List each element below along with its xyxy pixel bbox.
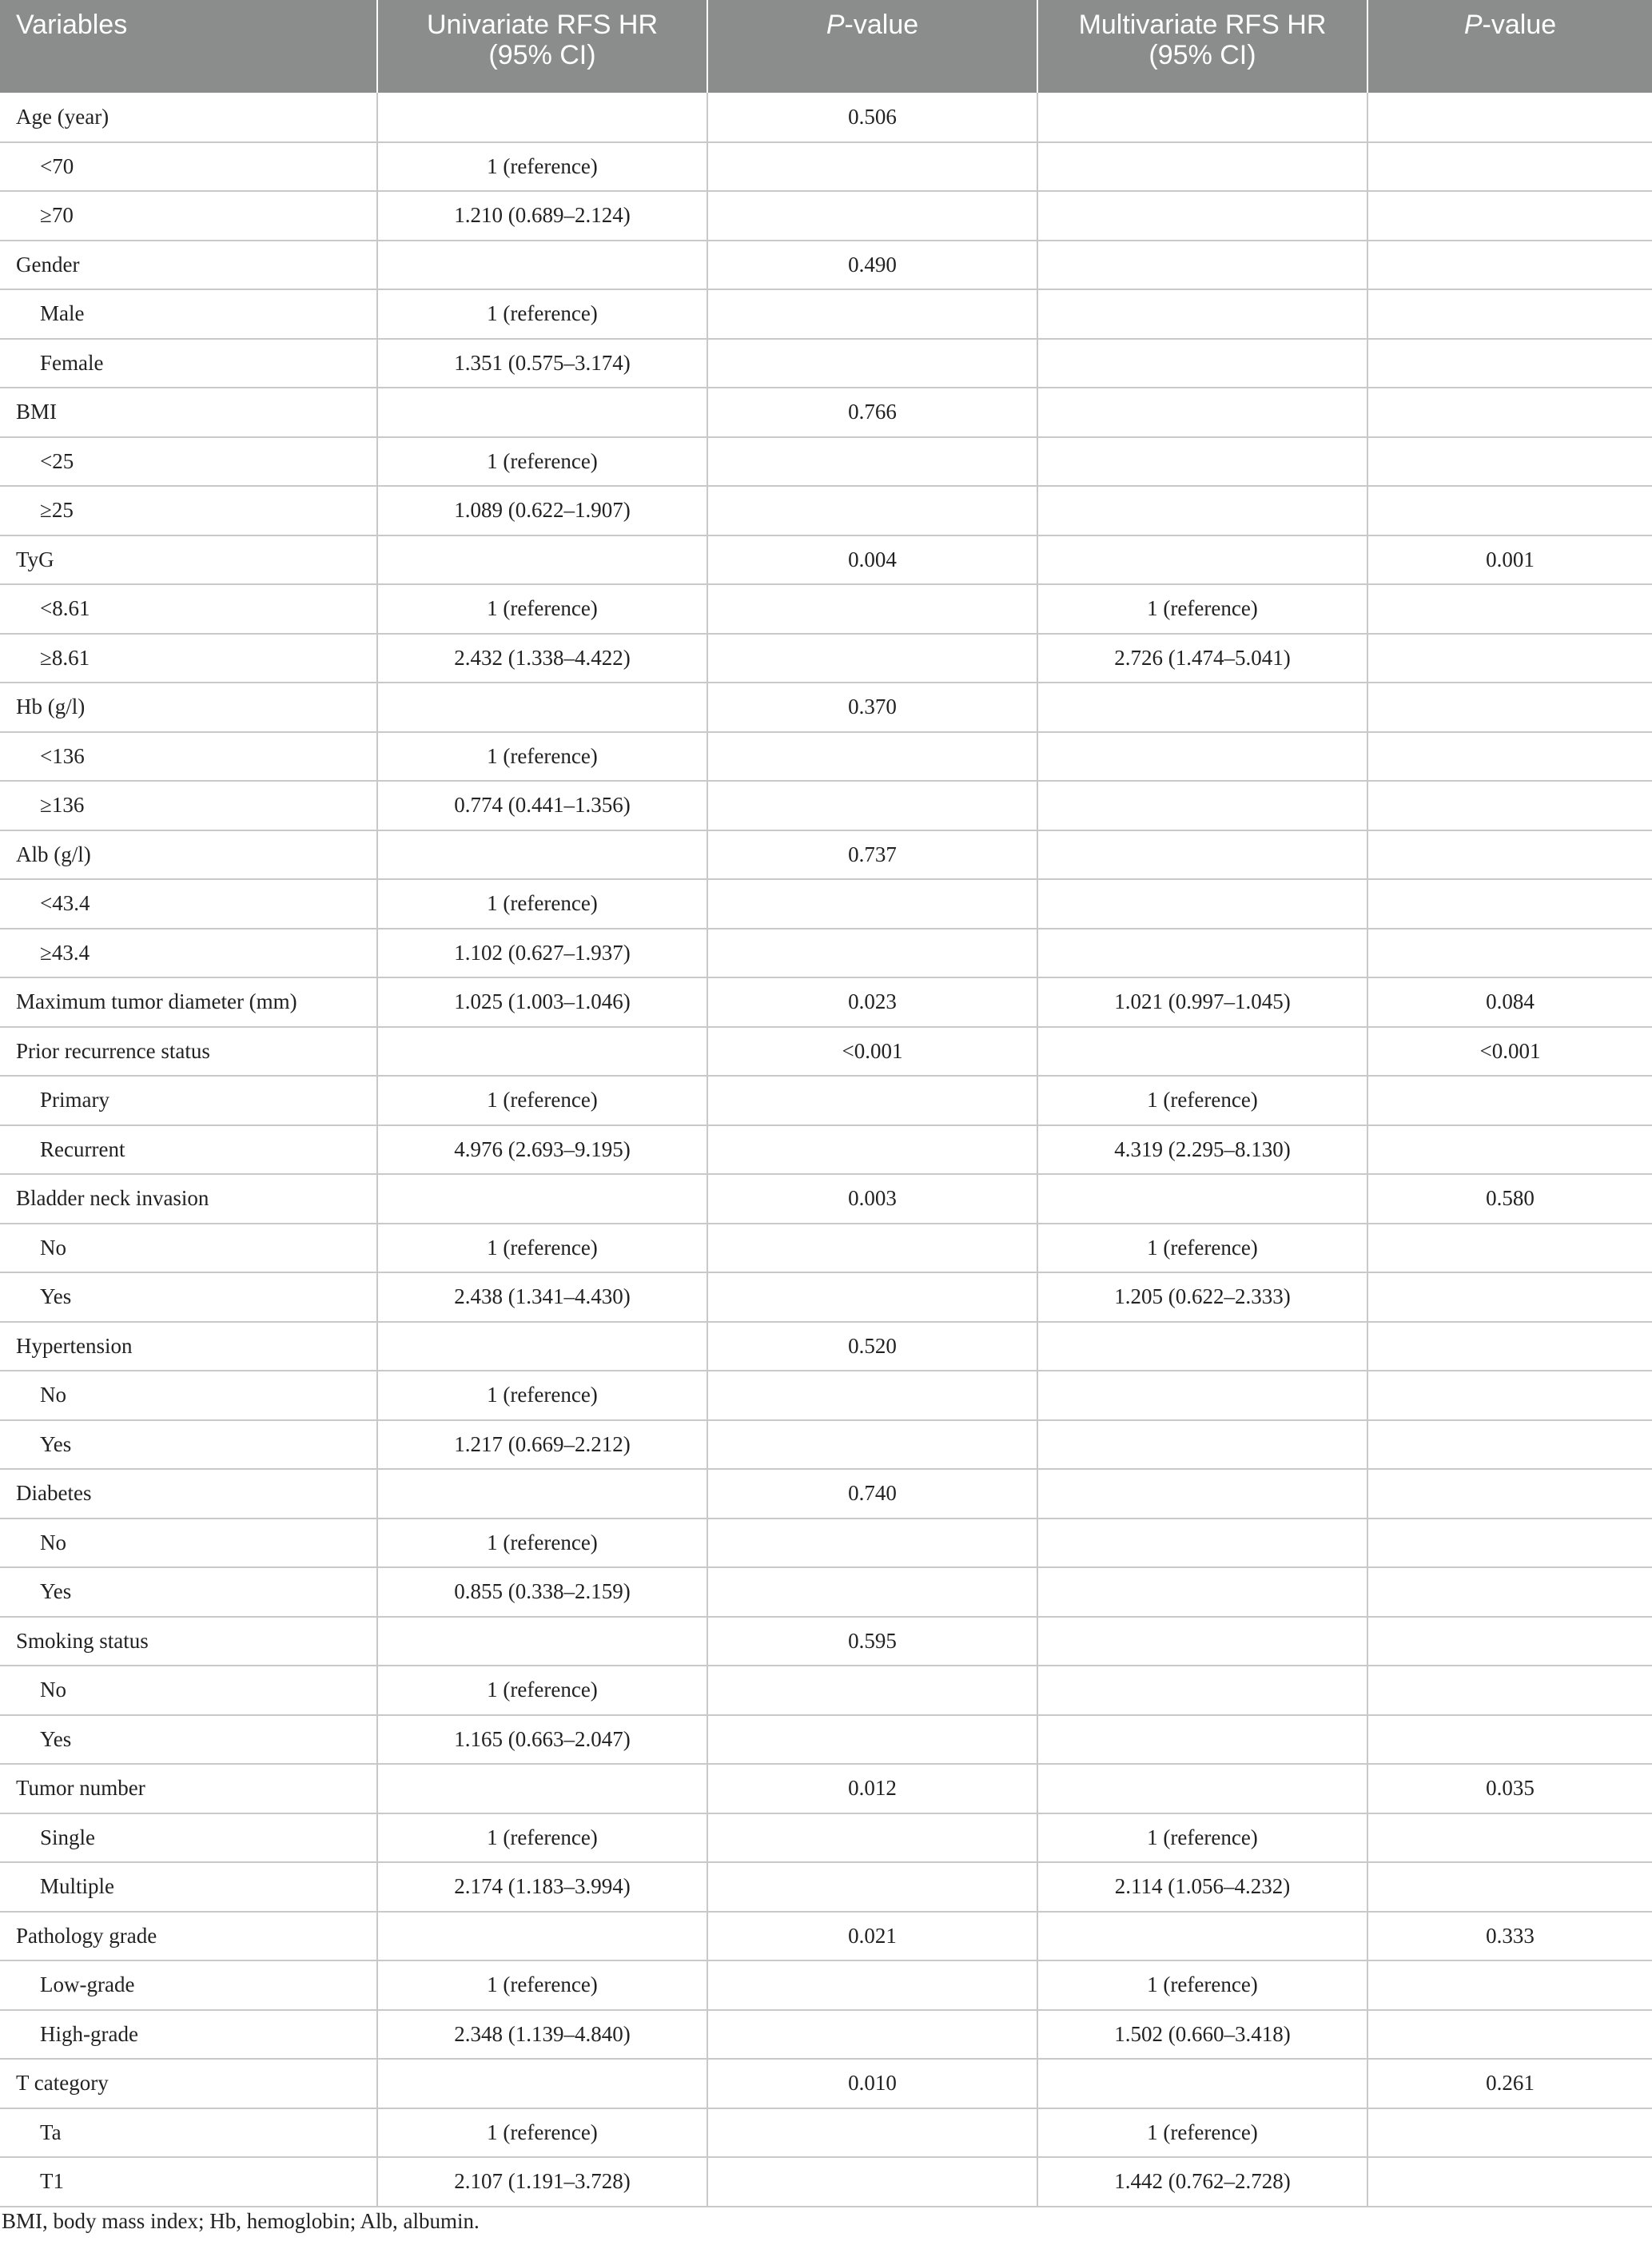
multivariate-p-cell xyxy=(1367,929,1652,978)
univariate-hr-cell: 2.438 (1.341–4.430) xyxy=(377,1272,707,1322)
header-multivariate-hr: Multivariate RFS HR (95% CI) xyxy=(1037,0,1367,93)
table-row xyxy=(0,486,1652,535)
multivariate-hr-cell: 1 (reference) xyxy=(1037,584,1367,634)
univariate-hr-cell: 1 (reference) xyxy=(377,289,707,339)
multivariate-p-cell xyxy=(1367,1371,1652,1420)
multivariate-hr-cell: 1 (reference) xyxy=(1037,1224,1367,1273)
variable-cell: <70 xyxy=(0,142,377,192)
variable-cell: Gender xyxy=(0,241,377,290)
table-row xyxy=(0,584,1652,634)
table-row xyxy=(0,1420,1652,1470)
univariate-hr-cell xyxy=(377,1174,707,1224)
univariate-p-cell xyxy=(707,1125,1037,1175)
variable-cell: High-grade xyxy=(0,2010,377,2060)
header-variables: Variables xyxy=(0,0,377,93)
univariate-hr-cell xyxy=(377,1322,707,1371)
univariate-hr-cell: 0.774 (0.441–1.356) xyxy=(377,781,707,830)
table-row xyxy=(0,1960,1652,2010)
multivariate-hr-cell xyxy=(1037,929,1367,978)
multivariate-p-cell xyxy=(1367,1715,1652,1765)
univariate-p-cell: 0.740 xyxy=(707,1469,1037,1519)
multivariate-p-cell xyxy=(1367,241,1652,290)
univariate-hr-cell: 1 (reference) xyxy=(377,1076,707,1125)
univariate-hr-cell: 1.217 (0.669–2.212) xyxy=(377,1420,707,1470)
table-row xyxy=(0,732,1652,782)
univariate-hr-cell: 1.210 (0.689–2.124) xyxy=(377,191,707,241)
univariate-hr-cell xyxy=(377,1617,707,1666)
univariate-p-cell xyxy=(707,339,1037,388)
multivariate-hr-cell xyxy=(1037,830,1367,880)
multivariate-p-cell xyxy=(1367,2108,1652,2158)
multivariate-p-cell xyxy=(1367,191,1652,241)
multivariate-p-cell xyxy=(1367,584,1652,634)
univariate-p-cell xyxy=(707,142,1037,192)
table-row xyxy=(0,1224,1652,1273)
multivariate-p-cell xyxy=(1367,634,1652,683)
table-row xyxy=(0,1813,1652,1863)
table-row xyxy=(0,1519,1652,1568)
univariate-p-cell xyxy=(707,1862,1037,1912)
multivariate-p-cell xyxy=(1367,1519,1652,1568)
multivariate-p-cell xyxy=(1367,93,1652,142)
table-row xyxy=(0,879,1652,929)
univariate-p-cell: 0.003 xyxy=(707,1174,1037,1224)
univariate-p-cell xyxy=(707,2010,1037,2060)
variable-cell: BMI xyxy=(0,388,377,437)
multivariate-p-cell xyxy=(1367,1862,1652,1912)
variable-cell: Yes xyxy=(0,1567,377,1617)
univariate-p-cell xyxy=(707,486,1037,535)
univariate-p-cell xyxy=(707,2108,1037,2158)
univariate-hr-cell: 1 (reference) xyxy=(377,1519,707,1568)
header-row xyxy=(0,0,1652,93)
table-row xyxy=(0,1174,1652,1224)
table-row xyxy=(0,2010,1652,2060)
univariate-hr-cell: 1 (reference) xyxy=(377,732,707,782)
univariate-p-cell: 0.023 xyxy=(707,977,1037,1027)
table-row xyxy=(0,1322,1652,1371)
variable-cell: TyG xyxy=(0,535,377,585)
univariate-hr-cell: 1.102 (0.627–1.937) xyxy=(377,929,707,978)
table-row xyxy=(0,1469,1652,1519)
multivariate-hr-cell xyxy=(1037,683,1367,732)
multivariate-p-cell xyxy=(1367,1960,1652,2010)
multivariate-p-cell xyxy=(1367,1666,1652,1715)
univariate-hr-cell xyxy=(377,241,707,290)
multivariate-p-cell xyxy=(1367,1420,1652,1470)
univariate-hr-cell: 2.174 (1.183–3.994) xyxy=(377,1862,707,1912)
univariate-p-cell: 0.012 xyxy=(707,1764,1037,1813)
univariate-p-cell xyxy=(707,929,1037,978)
variable-cell: Single xyxy=(0,1813,377,1863)
multivariate-hr-cell xyxy=(1037,142,1367,192)
multivariate-p-cell: 0.580 xyxy=(1367,1174,1652,1224)
multivariate-hr-cell xyxy=(1037,437,1367,487)
variable-cell: Smoking status xyxy=(0,1617,377,1666)
table-row xyxy=(0,977,1652,1027)
multivariate-p-cell xyxy=(1367,1567,1652,1617)
univariate-p-cell: 0.766 xyxy=(707,388,1037,437)
variable-cell: Diabetes xyxy=(0,1469,377,1519)
table-row xyxy=(0,781,1652,830)
variable-cell: Multiple xyxy=(0,1862,377,1912)
table-row xyxy=(0,2157,1652,2207)
multivariate-hr-cell: 1 (reference) xyxy=(1037,1960,1367,2010)
header-univariate-hr: Univariate RFS HR (95% CI) xyxy=(377,0,707,93)
variable-cell: Pathology grade xyxy=(0,1912,377,1961)
univariate-hr-cell: 1 (reference) xyxy=(377,879,707,929)
multivariate-hr-cell xyxy=(1037,1371,1367,1420)
univariate-p-cell: 0.010 xyxy=(707,2059,1037,2108)
table-row xyxy=(0,241,1652,290)
univariate-hr-cell xyxy=(377,830,707,880)
variable-cell: Bladder neck invasion xyxy=(0,1174,377,1224)
univariate-p-cell: 0.490 xyxy=(707,241,1037,290)
variable-cell: Age (year) xyxy=(0,93,377,142)
multivariate-hr-cell: 1 (reference) xyxy=(1037,1076,1367,1125)
variable-cell: Alb (g/l) xyxy=(0,830,377,880)
table-row xyxy=(0,289,1652,339)
variable-cell: No xyxy=(0,1666,377,1715)
univariate-p-cell xyxy=(707,781,1037,830)
table-row xyxy=(0,388,1652,437)
table-row xyxy=(0,683,1652,732)
table-row xyxy=(0,1272,1652,1322)
univariate-p-cell: 0.595 xyxy=(707,1617,1037,1666)
univariate-hr-cell: 1 (reference) xyxy=(377,437,707,487)
univariate-hr-cell: 1 (reference) xyxy=(377,1666,707,1715)
variable-cell: Yes xyxy=(0,1715,377,1765)
multivariate-p-cell xyxy=(1367,1469,1652,1519)
variable-cell: T category xyxy=(0,2059,377,2108)
multivariate-p-cell xyxy=(1367,1322,1652,1371)
univariate-p-cell: 0.021 xyxy=(707,1912,1037,1961)
multivariate-p-cell: 0.084 xyxy=(1367,977,1652,1027)
table-row xyxy=(0,1764,1652,1813)
multivariate-p-cell xyxy=(1367,142,1652,192)
univariate-hr-cell: 1 (reference) xyxy=(377,2108,707,2158)
univariate-p-cell: 0.737 xyxy=(707,830,1037,880)
multivariate-p-cell: 0.001 xyxy=(1367,535,1652,585)
variable-cell: No xyxy=(0,1224,377,1273)
univariate-p-cell xyxy=(707,584,1037,634)
univariate-hr-cell: 1 (reference) xyxy=(377,1813,707,1863)
univariate-hr-cell: 1 (reference) xyxy=(377,142,707,192)
univariate-hr-cell: 1 (reference) xyxy=(377,1960,707,2010)
univariate-p-cell: <0.001 xyxy=(707,1027,1037,1077)
univariate-p-cell xyxy=(707,1076,1037,1125)
multivariate-hr-cell xyxy=(1037,1322,1367,1371)
multivariate-p-cell xyxy=(1367,388,1652,437)
multivariate-hr-cell xyxy=(1037,241,1367,290)
univariate-hr-cell xyxy=(377,1912,707,1961)
multivariate-p-cell: 0.333 xyxy=(1367,1912,1652,1961)
univariate-hr-cell xyxy=(377,1764,707,1813)
variable-cell: No xyxy=(0,1519,377,1568)
multivariate-p-cell xyxy=(1367,830,1652,880)
univariate-p-cell xyxy=(707,191,1037,241)
multivariate-hr-cell: 2.726 (1.474–5.041) xyxy=(1037,634,1367,683)
univariate-p-cell xyxy=(707,437,1037,487)
multivariate-p-cell xyxy=(1367,1813,1652,1863)
multivariate-hr-cell xyxy=(1037,1764,1367,1813)
multivariate-p-cell xyxy=(1367,289,1652,339)
multivariate-p-cell xyxy=(1367,879,1652,929)
table-row xyxy=(0,1715,1652,1765)
multivariate-hr-cell xyxy=(1037,2059,1367,2108)
univariate-p-cell xyxy=(707,634,1037,683)
variable-cell: ≥8.61 xyxy=(0,634,377,683)
table-row xyxy=(0,1076,1652,1125)
univariate-p-cell: 0.004 xyxy=(707,535,1037,585)
multivariate-p-cell xyxy=(1367,683,1652,732)
variable-cell: ≥43.4 xyxy=(0,929,377,978)
multivariate-hr-cell xyxy=(1037,1420,1367,1470)
univariate-hr-cell xyxy=(377,388,707,437)
variable-cell: ≥70 xyxy=(0,191,377,241)
multivariate-p-cell xyxy=(1367,1076,1652,1125)
variable-cell: Hypertension xyxy=(0,1322,377,1371)
table-row xyxy=(0,142,1652,192)
univariate-p-cell xyxy=(707,289,1037,339)
table-row xyxy=(0,1862,1652,1912)
univariate-p-cell xyxy=(707,1567,1037,1617)
multivariate-p-cell xyxy=(1367,2010,1652,2060)
univariate-hr-cell xyxy=(377,2059,707,2108)
multivariate-hr-cell xyxy=(1037,1519,1367,1568)
univariate-hr-cell: 1.089 (0.622–1.907) xyxy=(377,486,707,535)
univariate-p-cell xyxy=(707,1272,1037,1322)
variable-cell: <8.61 xyxy=(0,584,377,634)
table-row xyxy=(0,437,1652,487)
multivariate-hr-cell xyxy=(1037,781,1367,830)
multivariate-p-cell xyxy=(1367,1617,1652,1666)
univariate-p-cell xyxy=(707,1715,1037,1765)
univariate-hr-cell: 2.107 (1.191–3.728) xyxy=(377,2157,707,2207)
variable-cell: Low-grade xyxy=(0,1960,377,2010)
univariate-p-cell: 0.370 xyxy=(707,683,1037,732)
univariate-p-cell xyxy=(707,2157,1037,2207)
variable-cell: ≥136 xyxy=(0,781,377,830)
multivariate-hr-cell xyxy=(1037,93,1367,142)
table-row xyxy=(0,535,1652,585)
table-row xyxy=(0,1912,1652,1961)
multivariate-hr-cell xyxy=(1037,1027,1367,1077)
header-multivariate-p: P-value xyxy=(1367,0,1652,93)
multivariate-hr-cell: 1.205 (0.622–2.333) xyxy=(1037,1272,1367,1322)
variable-cell: Yes xyxy=(0,1420,377,1470)
multivariate-p-cell xyxy=(1367,2157,1652,2207)
univariate-hr-cell: 1 (reference) xyxy=(377,1224,707,1273)
variable-cell: Male xyxy=(0,289,377,339)
multivariate-p-cell xyxy=(1367,732,1652,782)
multivariate-p-cell xyxy=(1367,1272,1652,1322)
univariate-hr-cell xyxy=(377,1469,707,1519)
univariate-p-cell xyxy=(707,879,1037,929)
variable-cell: Prior recurrence status xyxy=(0,1027,377,1077)
multivariate-hr-cell xyxy=(1037,486,1367,535)
table-row xyxy=(0,2059,1652,2108)
multivariate-p-cell xyxy=(1367,339,1652,388)
multivariate-hr-cell xyxy=(1037,1912,1367,1961)
multivariate-hr-cell xyxy=(1037,1715,1367,1765)
multivariate-hr-cell: 1.021 (0.997–1.045) xyxy=(1037,977,1367,1027)
table-row xyxy=(0,1125,1652,1175)
univariate-hr-cell: 4.976 (2.693–9.195) xyxy=(377,1125,707,1175)
multivariate-p-cell: 0.035 xyxy=(1367,1764,1652,1813)
table-row xyxy=(0,191,1652,241)
multivariate-p-cell xyxy=(1367,1224,1652,1273)
multivariate-p-cell xyxy=(1367,781,1652,830)
univariate-p-cell xyxy=(707,1371,1037,1420)
multivariate-p-cell xyxy=(1367,1125,1652,1175)
univariate-hr-cell xyxy=(377,1027,707,1077)
multivariate-hr-cell xyxy=(1037,879,1367,929)
table-body xyxy=(0,93,1652,2207)
univariate-hr-cell: 1 (reference) xyxy=(377,584,707,634)
univariate-p-cell xyxy=(707,1960,1037,2010)
multivariate-hr-cell xyxy=(1037,1666,1367,1715)
variable-cell: <25 xyxy=(0,437,377,487)
multivariate-hr-cell: 1 (reference) xyxy=(1037,2108,1367,2158)
table-row xyxy=(0,929,1652,978)
univariate-hr-cell: 1.025 (1.003–1.046) xyxy=(377,977,707,1027)
multivariate-hr-cell: 1 (reference) xyxy=(1037,1813,1367,1863)
variable-cell: ≥25 xyxy=(0,486,377,535)
univariate-hr-cell: 2.348 (1.139–4.840) xyxy=(377,2010,707,2060)
multivariate-hr-cell xyxy=(1037,535,1367,585)
table-row xyxy=(0,634,1652,683)
variable-cell: T1 xyxy=(0,2157,377,2207)
table-row xyxy=(0,93,1652,142)
univariate-p-cell xyxy=(707,1813,1037,1863)
multivariate-hr-cell xyxy=(1037,1567,1367,1617)
univariate-hr-cell: 2.432 (1.338–4.422) xyxy=(377,634,707,683)
header-univariate-p: P-value xyxy=(707,0,1037,93)
variable-cell: Tumor number xyxy=(0,1764,377,1813)
multivariate-hr-cell: 1.442 (0.762–2.728) xyxy=(1037,2157,1367,2207)
multivariate-p-cell: <0.001 xyxy=(1367,1027,1652,1077)
univariate-p-cell xyxy=(707,1666,1037,1715)
multivariate-hr-cell xyxy=(1037,339,1367,388)
multivariate-hr-cell xyxy=(1037,732,1367,782)
table-row xyxy=(0,830,1652,880)
variable-cell: Hb (g/l) xyxy=(0,683,377,732)
variable-cell: Maximum tumor diameter (mm) xyxy=(0,977,377,1027)
multivariate-hr-cell xyxy=(1037,388,1367,437)
univariate-p-cell: 0.520 xyxy=(707,1322,1037,1371)
univariate-hr-cell xyxy=(377,93,707,142)
multivariate-hr-cell xyxy=(1037,1174,1367,1224)
table-footnote: BMI, body mass index; Hb, hemoglobin; Alb, albumin. xyxy=(2,2209,480,2233)
multivariate-hr-cell xyxy=(1037,1469,1367,1519)
table-row xyxy=(0,339,1652,388)
table-row xyxy=(0,1371,1652,1420)
multivariate-p-cell: 0.261 xyxy=(1367,2059,1652,2108)
univariate-p-cell xyxy=(707,1519,1037,1568)
univariate-hr-cell: 1 (reference) xyxy=(377,1371,707,1420)
variable-cell: Female xyxy=(0,339,377,388)
variable-cell: Recurrent xyxy=(0,1125,377,1175)
multivariate-p-cell xyxy=(1367,437,1652,487)
table-header xyxy=(0,0,1652,93)
table-row xyxy=(0,1567,1652,1617)
univariate-p-cell: 0.506 xyxy=(707,93,1037,142)
multivariate-hr-cell xyxy=(1037,191,1367,241)
table-row xyxy=(0,1666,1652,1715)
univariate-hr-cell xyxy=(377,535,707,585)
univariate-p-cell xyxy=(707,1420,1037,1470)
table-row xyxy=(0,2108,1652,2158)
multivariate-hr-cell: 1.502 (0.660–3.418) xyxy=(1037,2010,1367,2060)
table-row xyxy=(0,1027,1652,1077)
univariate-hr-cell xyxy=(377,683,707,732)
univariate-hr-cell: 1.165 (0.663–2.047) xyxy=(377,1715,707,1765)
multivariate-hr-cell xyxy=(1037,289,1367,339)
variable-cell: Yes xyxy=(0,1272,377,1322)
variable-cell: <136 xyxy=(0,732,377,782)
univariate-hr-cell: 1.351 (0.575–3.174) xyxy=(377,339,707,388)
univariate-p-cell xyxy=(707,1224,1037,1273)
multivariate-p-cell xyxy=(1367,486,1652,535)
variable-cell: No xyxy=(0,1371,377,1420)
univariate-hr-cell: 0.855 (0.338–2.159) xyxy=(377,1567,707,1617)
variable-cell: Ta xyxy=(0,2108,377,2158)
multivariate-hr-cell: 2.114 (1.056–4.232) xyxy=(1037,1862,1367,1912)
variable-cell: Primary xyxy=(0,1076,377,1125)
variable-cell: <43.4 xyxy=(0,879,377,929)
table-row xyxy=(0,1617,1652,1666)
multivariate-hr-cell: 4.319 (2.295–8.130) xyxy=(1037,1125,1367,1175)
univariate-p-cell xyxy=(707,732,1037,782)
multivariate-hr-cell xyxy=(1037,1617,1367,1666)
